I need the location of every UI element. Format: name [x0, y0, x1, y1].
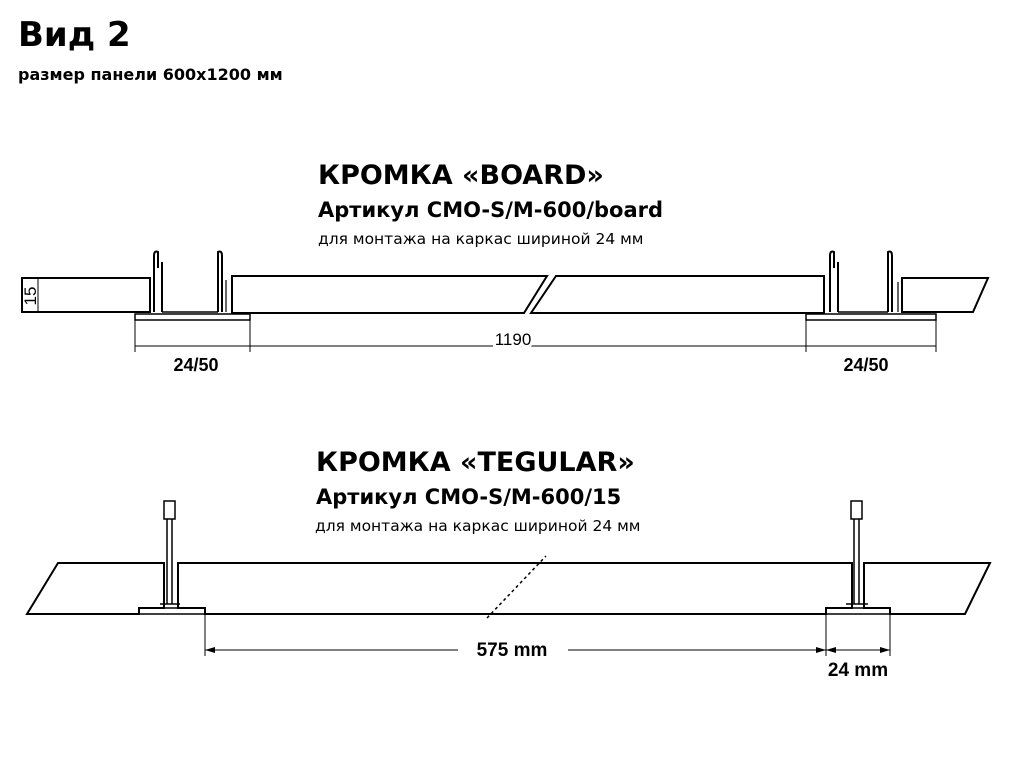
board-main-panel-right: [531, 276, 824, 313]
tegular-dim-span: 575 mm: [476, 640, 548, 661]
view-subtitle: размер панели 600х1200 мм: [18, 65, 283, 84]
board-dimension-lines: [30, 278, 936, 352]
tegular-right-panel: [864, 563, 990, 614]
tegular-main-panel: [178, 563, 852, 614]
board-dim-height: 15: [21, 286, 40, 306]
tegular-article-number: Артикул CMO-S/M-600/15: [316, 485, 622, 509]
board-edge-title: КРОМКА «BOARD»: [318, 160, 604, 191]
board-dim-right: 24/50: [843, 355, 889, 375]
board-mounting-note: для монтажа на каркас шириной 24 мм: [318, 230, 644, 248]
tegular-mounting-note: для монтажа на каркас шириной 24 мм: [315, 517, 641, 535]
board-article-number: Артикул CMO-S/M-600/board: [318, 198, 664, 222]
view-title: Вид 2: [18, 15, 131, 55]
tegular-left-hanger: [139, 501, 205, 614]
tegular-break-line: [487, 556, 546, 618]
board-main-panel-left: [232, 276, 547, 313]
tegular-dimension-lines: [205, 614, 890, 656]
tegular-right-hanger: [826, 501, 890, 614]
tegular-left-panel: [27, 563, 164, 614]
board-dim-span: 1190: [494, 330, 532, 349]
board-right-panel: [902, 278, 988, 312]
board-right-profile: [806, 252, 936, 321]
tegular-dim-profile: 24 mm: [827, 660, 889, 681]
tegular-section-drawing: [27, 501, 990, 656]
tegular-edge-title: КРОМКА «TEGULAR»: [316, 447, 635, 478]
board-left-panel: [22, 278, 150, 312]
board-dim-left: 24/50: [173, 355, 219, 375]
